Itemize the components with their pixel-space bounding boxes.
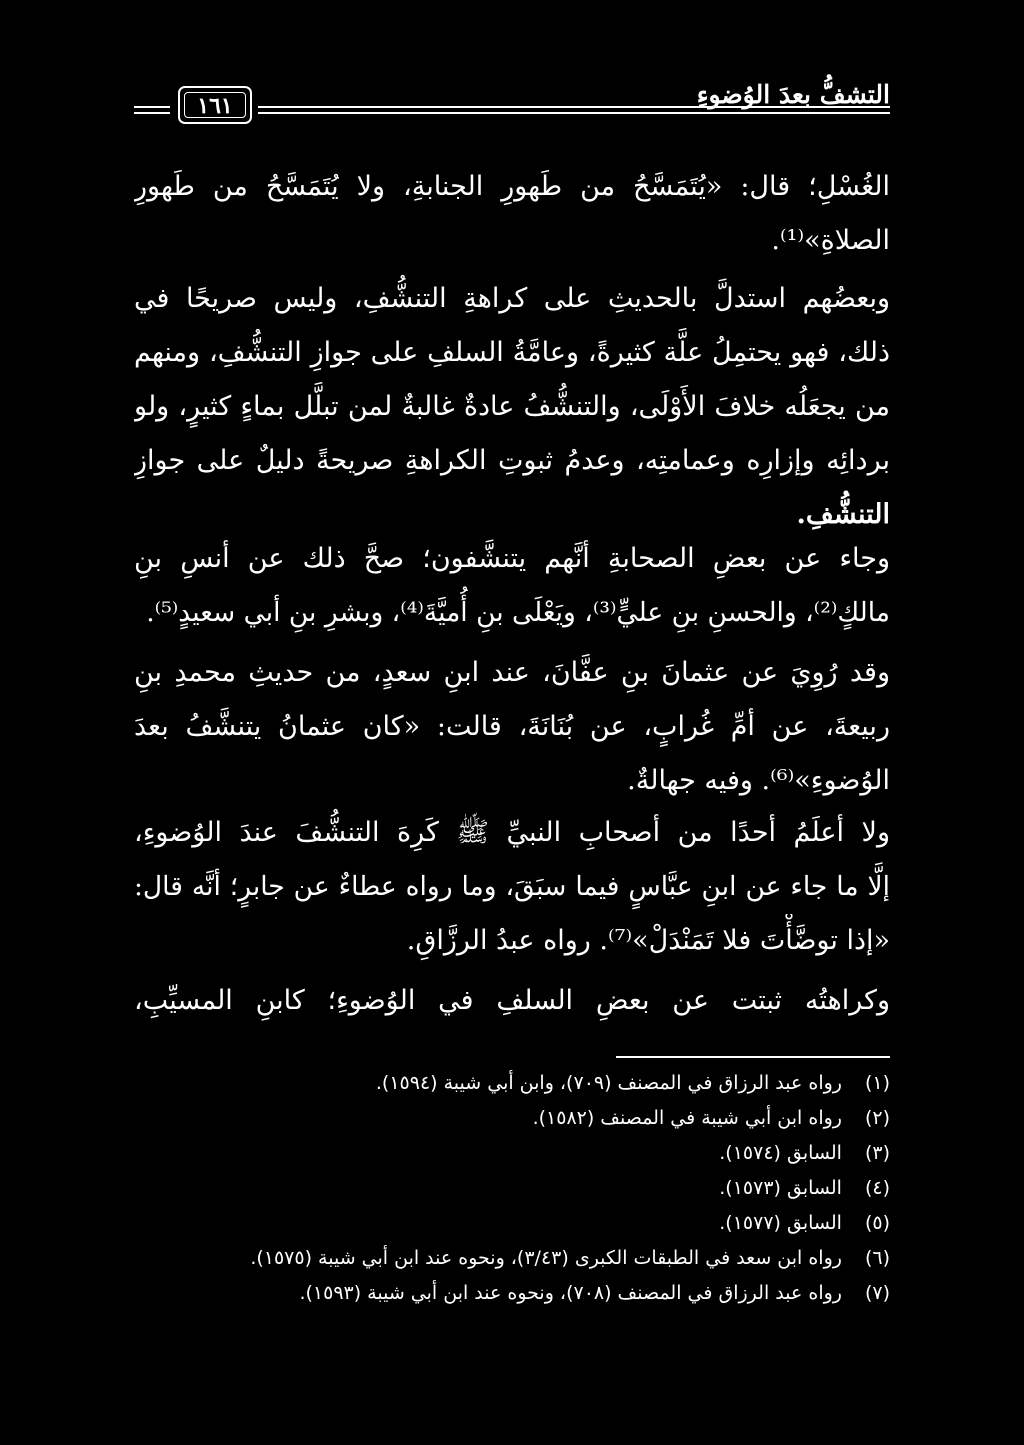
- paragraph: [134, 974, 890, 1028]
- running-title: التشفُّ بعدَ الوُضوءِ: [696, 80, 890, 109]
- footnote-number: (٤): [864, 1177, 890, 1199]
- footnote: [134, 1101, 890, 1136]
- footnote-text: رواه عبد الرزاق في المصنف (٧٠٨)، ونحوه عند ابن أبي شيبة (١٥٩٣).: [299, 1282, 842, 1304]
- paragraph: [134, 646, 890, 808]
- text-line: الوُضوءِ»⁽⁶⁾. وفيه جهالةٌ.: [627, 765, 890, 796]
- footnote: [134, 1276, 890, 1311]
- footnote-number: (١): [864, 1072, 890, 1094]
- text-line: وكراهتُه ثبتت عن بعضِ السلفِ في الوُضوءِ؛ كابنِ المسيِّبِ،: [134, 985, 890, 1016]
- text-line: إلَّا ما جاء عن ابنِ عبَّاسٍ فيما سبَقَ، وما رواه عطاءٌ عن جابرٍ؛ أنَّه قال:: [134, 871, 890, 902]
- text-line: مالكٍ⁽²⁾، والحسنِ بنِ عليٍّ⁽³⁾، ويَعْلَى بنِ أُميَّةَ⁽⁴⁾، وبشرِ بنِ أبي سعيدٍ⁽⁵⁾.: [146, 597, 890, 628]
- paragraph: [134, 806, 890, 968]
- footnote: [134, 1171, 890, 1206]
- footnote: [134, 1136, 890, 1171]
- text-line: وقد رُوِيَ عن عثمانَ بنِ عفَّانَ، عند ابنِ سعدٍ، من حديثِ محمدِ بنِ: [134, 657, 890, 688]
- text-line: وبعضُهم استدلَّ بالحديثِ على كراهةِ التنشُّفِ، وليس صريحًا في: [134, 283, 890, 314]
- text-line: من يجعَلُه خلافَ الأَوْلَى، والتنشُّفُ عادةٌ غالبةٌ لمن تبلَّل بماءٍ كثيرٍ، ولو: [134, 391, 890, 422]
- footnote-number: (٣): [864, 1142, 890, 1164]
- text-line: ولا أعلَمُ أحدًا من أصحابِ النبيِّ ﷺ كَرِهَ التنشُّفَ عندَ الوُضوءِ،: [134, 817, 890, 848]
- footnote-number: (٢): [864, 1107, 890, 1129]
- paragraph: [134, 272, 890, 542]
- footnote-separator: [616, 1056, 890, 1058]
- footnote-number: (٦): [864, 1247, 890, 1269]
- header-rule-left: [134, 106, 170, 114]
- paragraph: [134, 160, 890, 268]
- text-line: الصلاةِ»⁽¹⁾.: [771, 225, 890, 256]
- paragraph: [134, 532, 890, 640]
- footnote-text: السابق (١٥٧٧).: [719, 1212, 842, 1234]
- footnote-text: السابق (١٥٧٣).: [719, 1177, 842, 1199]
- text-line: بردائِه وإزارِه وعمامتِه، وعدمُ ثبوتِ الكراهةِ صريحةً دليلٌ على جوازِ: [134, 445, 890, 476]
- text-line: وجاء عن بعضِ الصحابةِ أنَّهم يتنشَّفون؛ صحَّ ذلك عن أنسِ بنِ: [134, 543, 890, 574]
- footnote-number: (٥): [864, 1212, 890, 1234]
- footnote-text: رواه عبد الرزاق في المصنف (٧٠٩)، وابن أبي شيبة (١٥٩٤).: [375, 1072, 842, 1094]
- footnote-text: رواه ابن سعد في الطبقات الكبرى (٣/٤٣)، ونحوه عند ابن أبي شيبة (١٥٧٥).: [250, 1247, 842, 1269]
- text-line: التنشُّفِ.: [796, 499, 890, 530]
- footnote: [134, 1206, 890, 1241]
- text-line: ذلك، فهو يحتمِلُ علَّة كثيرةً، وعامَّةُ السلفِ على جوازِ التنشُّفِ، ومنهم: [134, 337, 890, 368]
- footnotes: [134, 1066, 890, 1311]
- text-line: «إذا توضَّأْتَ فلا تَمَنْدَلْ»⁽⁷⁾. رواه عبدُ الرزَّاقِ.: [406, 925, 890, 956]
- footnote-number: (٧): [864, 1282, 890, 1304]
- text-line: الغُسْلِ؛ قال: «يُتَمَسَّحُ من طَهورِ الجنابةِ، ولا يُتَمَسَّحُ من طَهورِ: [134, 171, 890, 202]
- page-header: [134, 78, 890, 126]
- text-line: ربيعةَ، عن أمِّ غُرابٍ، عن بُنَانَةَ، قالت: «كان عثمانُ يتنشَّفُ بعدَ: [134, 711, 890, 742]
- footnote-text: السابق (١٥٧٤).: [719, 1142, 842, 1164]
- page-number: ١٦١: [197, 93, 233, 119]
- footnote: [134, 1066, 890, 1101]
- footnote-text: رواه ابن أبي شيبة في المصنف (١٥٨٢).: [532, 1107, 842, 1129]
- page-number-frame: [178, 86, 252, 124]
- footnote: [134, 1241, 890, 1276]
